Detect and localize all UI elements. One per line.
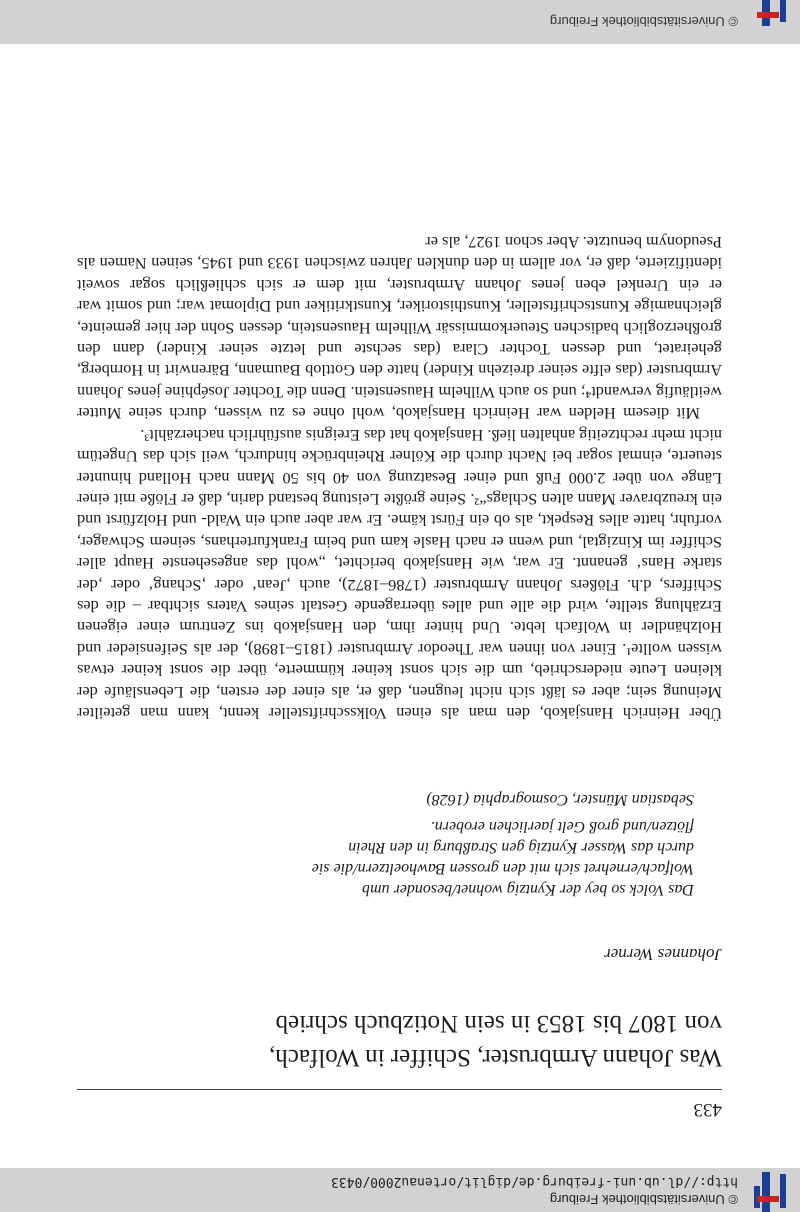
library-footer-bar	[0, 0, 800, 44]
library-footer-text: © Universitätsbibliothek Freiburg	[549, 14, 738, 29]
article-title	[77, 1006, 722, 1074]
book-page	[77, 52, 722, 1162]
library-header-text	[331, 1172, 738, 1208]
body-text	[77, 232, 722, 724]
source-url-link[interactable]: http://dl.ub.uni-freiburg.de/diglit/ortenau2000/0433	[331, 1174, 738, 1189]
copyright-notice: © Universitätsbibliothek Freiburg	[549, 1192, 738, 1207]
article-title-line-1: Was Johann Armbruster, Schiffer in Wolfach,	[269, 1044, 722, 1071]
epigraph-source: Sebastian Münster, Cosmographia (1628)	[426, 791, 694, 808]
ub-freiburg-logo-icon	[748, 1168, 792, 1212]
author-name: Johannes Werner	[604, 945, 722, 964]
paragraph: Über Heinrich Hansjakob, den man als einen Volksschriftsteller kennt, kann man geteilter Meinung sein; aber es läßt sich nicht leugnen, daß er, als einer der ersten, die Lebensläufe der kleinen Leute niederschrieb, um die sich sonst keiner kümmerte, über die sonst keiner etwas wissen wollte¹. Einer von ihnen war Theodor Armbruster (1815–1898), der als Seifensieder und Holzhändler in Wolfach lebte. Und hinter ihm, den Hansjakob ins Zentrum einer eigenen Erzählung stellte, wird die alle und alles überragende Gestalt seines Vaters sichtbar – die des Schiffers, d.h. Flößers Johann Armbruster (1786–1872), auch ‚Jean‘ oder ‚Schang‘ oder ‚der starke Hans‘ genannt. Er war, wie Hansjakob berichtet, „wohl das angesehenste Haupt aller Schiffer im Kinzigtal, und wenn er nach Hasle kam und beim Frankfurterhans, seinem Schwager, vorfuhr, hatte alles Respekt, als ob ein Fürst käme. Er war aber auch ein Wald- und Holzfürst und ein kreuzbraver Mann alten Schlags“². Seine größte Leistung bestand darin, daß er Flöße mit einer Länge von über 2.000 Fuß und einer Besatzung von 40 bis 50 Mann nach Holland hinunter steuerte, einmal sogar bei Nacht durch die Kölner Rheinbrücke hindurch, weil sich das Ungetüm nicht mehr rechtzeitig anhalten ließ. Hansjakob hat das Ereignis ausführlich nacherzählt³.	[77, 425, 722, 723]
header-rule	[77, 1089, 722, 1090]
article-title-line-2: von 1807 bis 1853 in sein Notizbuch schrieb	[275, 1010, 722, 1037]
library-header-bar	[0, 1168, 800, 1212]
paragraph: Mit diesem Helden war Heinrich Hansjakob, wohl ohne es zu wissen, durch seine Mutter weitläufig verwandt⁴; und so auch Wilhelm Hausenstein. Denn die Tochter Joséphine jenes Johann Armbruster (das elfte seiner dreizehn Kinder) hatte den Gottlob Baumann, Bärenwirt in Hornberg, geheiratet, und dessen Tochter Clara (das sechste und letzte seiner Kinder) dann den großherzoglich badischen Steuerkommissär Wilhelm Hausenstein, dessen Sohn der hier gemeinte, gleichnamige Kunstschriftsteller, Kunsthistoriker, Kunstkritiker und Diplomat war; und somit war er ein Urenkel eben jenes Johann Armbruster, mit dem er sich schließlich sogar soweit identifizierte, daß er, vor allem in den dunklen Jahren zwischen 1933 und 1945, seinen Namen als Pseudonym benutzte. Aber schon 1927, als er	[77, 233, 722, 424]
epigraph-text: Das Volck so bey der Kyntzig wohnet/besonder umb Wolfach/ernehret sich mit den grossen Bawhoeltzern/die sie durch das Wasser Kyntzig gen Straßburg in den Rhein flötzen/und groß Gelt jaerlichen erobern.	[311, 818, 694, 898]
page-number: 433	[693, 1099, 722, 1120]
epigraph	[294, 789, 694, 900]
ub-freiburg-logo-icon	[748, 0, 792, 44]
